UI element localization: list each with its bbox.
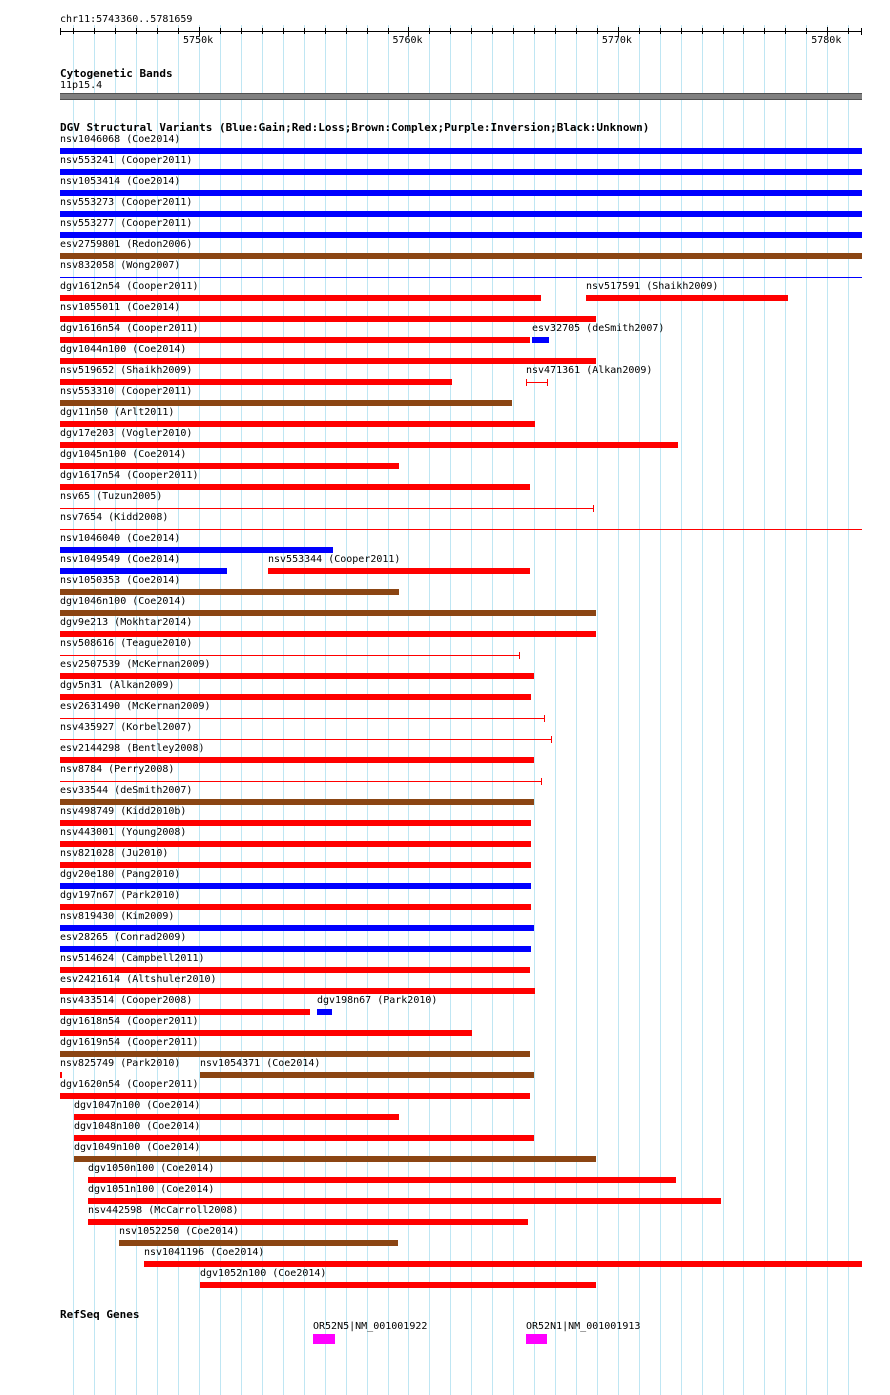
variant-label[interactable]: nsv435927 (Korbel2007): [60, 722, 193, 733]
variant-bar[interactable]: [60, 1009, 310, 1015]
grid-line: [367, 25, 368, 1395]
variant-end-cap: [593, 505, 594, 512]
variant-label[interactable]: nsv1049549 (Coe2014): [60, 554, 181, 565]
variant-label[interactable]: nsv1041196 (Coe2014): [144, 1247, 265, 1258]
variant-bar-thin[interactable]: [60, 739, 552, 740]
minor-tick: [702, 28, 703, 34]
variant-bar[interactable]: [60, 757, 534, 763]
variant-label[interactable]: esv2421614 (Altshuler2010): [60, 974, 217, 985]
grid-line: [262, 25, 263, 1395]
grid-line: [660, 25, 661, 1395]
variant-label[interactable]: nsv1055011 (Coe2014): [60, 302, 181, 313]
variant-bar[interactable]: [60, 631, 596, 637]
variant-label[interactable]: dgv1047n100 (Coe2014): [74, 1100, 201, 1111]
minor-tick: [450, 28, 451, 34]
variant-bar[interactable]: [88, 1219, 528, 1225]
variant-bar[interactable]: [60, 589, 399, 595]
grid-line: [283, 25, 284, 1395]
variant-label[interactable]: esv32705 (deSmith2007): [532, 323, 665, 334]
variant-label[interactable]: esv2759801 (Redon2006): [60, 239, 193, 250]
variant-bar-thin[interactable]: [60, 655, 520, 656]
minor-tick: [723, 28, 724, 34]
grid-line: [743, 25, 744, 1395]
variant-label[interactable]: dgv197n67 (Park2010): [60, 890, 181, 901]
variant-label[interactable]: dgv1617n54 (Cooper2011): [60, 470, 199, 481]
variant-bar[interactable]: [60, 862, 531, 868]
minor-tick: [660, 28, 661, 34]
variant-label[interactable]: nsv65 (Tuzun2005): [60, 491, 163, 502]
gene-bar[interactable]: [313, 1334, 335, 1344]
variant-label[interactable]: dgv1616n54 (Cooper2011): [60, 323, 199, 334]
grid-line: [827, 25, 828, 1395]
variant-bar[interactable]: [60, 820, 531, 826]
grid-line: [450, 25, 451, 1395]
variant-bar[interactable]: [60, 232, 862, 238]
variant-bar-thin[interactable]: [60, 277, 862, 278]
variant-label[interactable]: nsv1052250 (Coe2014): [119, 1226, 240, 1237]
grid-line: [408, 25, 409, 1395]
variant-bar[interactable]: [200, 1072, 534, 1078]
variant-bar[interactable]: [60, 841, 531, 847]
cytoband-bar[interactable]: [60, 93, 862, 100]
variant-bar[interactable]: [60, 421, 535, 427]
variant-bar[interactable]: [60, 295, 541, 301]
variant-end-cap: [551, 736, 552, 743]
variant-label[interactable]: dgv1049n100 (Coe2014): [74, 1142, 201, 1153]
variant-bar[interactable]: [60, 400, 512, 406]
minor-tick: [157, 28, 158, 34]
grid-line: [241, 25, 242, 1395]
grid-line: [618, 25, 619, 1395]
variant-bar[interactable]: [586, 295, 788, 301]
variant-bar-thin[interactable]: [60, 781, 542, 782]
grid-line: [471, 25, 472, 1395]
grid-line: [806, 25, 807, 1395]
variant-label[interactable]: dgv1048n100 (Coe2014): [74, 1121, 201, 1132]
variant-bar[interactable]: [60, 379, 452, 385]
variant-end-cap: [547, 379, 548, 386]
variant-bar[interactable]: [60, 568, 227, 574]
variant-bar[interactable]: [60, 358, 596, 364]
variant-label[interactable]: dgv5n31 (Alkan2009): [60, 680, 175, 691]
dgv-track-title: DGV Structural Variants (Blue:Gain;Red:Loss;Brown:Complex;Purple:Inversion;Black:Unknown): [60, 121, 650, 134]
variant-bar[interactable]: [60, 1093, 530, 1099]
variant-bar[interactable]: [60, 148, 862, 154]
variant-bar-thin[interactable]: [526, 382, 548, 383]
variant-label[interactable]: nsv1053414 (Coe2014): [60, 176, 181, 187]
variant-label[interactable]: nsv517591 (Shaikh2009): [586, 281, 719, 292]
grid-line: [220, 25, 221, 1395]
variant-bar[interactable]: [60, 463, 399, 469]
variant-label[interactable]: dgv1050n100 (Coe2014): [88, 1163, 215, 1174]
minor-tick: [806, 28, 807, 34]
grid-line: [764, 25, 765, 1395]
variant-label[interactable]: nsv443001 (Young2008): [60, 827, 187, 838]
cytoband-track-title: Cytogenetic Bands: [60, 67, 173, 80]
variant-bar[interactable]: [60, 967, 530, 973]
ruler-start-tick: [60, 28, 61, 35]
minor-tick: [325, 28, 326, 34]
variant-label[interactable]: nsv819430 (Kim2009): [60, 911, 175, 922]
variant-bar[interactable]: [200, 1282, 596, 1288]
variant-label[interactable]: dgv198n67 (Park2010): [317, 995, 438, 1006]
minor-tick: [388, 28, 389, 34]
variant-label[interactable]: nsv553310 (Cooper2011): [60, 386, 193, 397]
variant-label[interactable]: esv2144298 (Bentley2008): [60, 743, 205, 754]
variant-label[interactable]: esv2631490 (McKernan2009): [60, 701, 211, 712]
minor-tick: [136, 28, 137, 34]
variant-bar[interactable]: [60, 547, 333, 553]
variant-bar[interactable]: [60, 337, 530, 343]
variant-bar-thin[interactable]: [60, 508, 594, 509]
variant-bar[interactable]: [60, 253, 862, 259]
variant-label[interactable]: dgv1618n54 (Cooper2011): [60, 1016, 199, 1027]
variant-bar[interactable]: [317, 1009, 332, 1015]
minor-tick: [283, 28, 284, 34]
variant-label[interactable]: dgv9e213 (Mokhtar2014): [60, 617, 193, 628]
grid-line: [723, 25, 724, 1395]
variant-end-cap: [544, 715, 545, 722]
minor-tick: [262, 28, 263, 34]
variant-bar[interactable]: [60, 1072, 62, 1078]
minor-tick: [73, 28, 74, 34]
minor-tick: [471, 28, 472, 34]
grid-line: [388, 25, 389, 1395]
variant-bar[interactable]: [88, 1177, 676, 1183]
variant-label[interactable]: nsv442598 (McCarroll2008): [88, 1205, 239, 1216]
variant-label[interactable]: nsv553273 (Cooper2011): [60, 197, 193, 208]
variant-label[interactable]: nsv471361 (Alkan2009): [526, 365, 653, 376]
minor-tick: [429, 28, 430, 34]
variant-bar[interactable]: [60, 946, 531, 952]
variant-label[interactable]: dgv1044n100 (Coe2014): [60, 344, 187, 355]
variant-label[interactable]: dgv11n50 (Arlt2011): [60, 407, 175, 418]
variant-bar-thin[interactable]: [60, 718, 545, 719]
grid-line: [639, 25, 640, 1395]
variant-bar[interactable]: [60, 673, 534, 679]
variant-bar[interactable]: [144, 1261, 862, 1267]
ruler-major-label: 5770k: [601, 35, 632, 46]
minor-tick: [492, 28, 493, 34]
minor-tick: [681, 28, 682, 34]
variant-label[interactable]: nsv821028 (Ju2010): [60, 848, 169, 859]
variant-bar[interactable]: [268, 568, 530, 574]
variant-bar[interactable]: [60, 694, 531, 700]
ruler-major-label: 5780k: [811, 35, 842, 46]
ruler-end-tick: [861, 28, 862, 35]
variant-bar[interactable]: [60, 799, 534, 805]
gene-label[interactable]: OR52N5|NM_001001922: [313, 1321, 428, 1332]
variant-label[interactable]: nsv508616 (Teague2010): [60, 638, 193, 649]
variant-bar[interactable]: [60, 211, 862, 217]
variant-bar[interactable]: [60, 1030, 472, 1036]
minor-tick: [94, 28, 95, 34]
grid-line: [702, 25, 703, 1395]
grid-line: [325, 25, 326, 1395]
variant-label[interactable]: dgv1612n54 (Cooper2011): [60, 281, 199, 292]
variant-label[interactable]: nsv553277 (Cooper2011): [60, 218, 193, 229]
minor-tick: [241, 28, 242, 34]
ruler-major-label: 5750k: [183, 35, 214, 46]
variant-label[interactable]: nsv1046068 (Coe2014): [60, 134, 181, 145]
minor-tick: [367, 28, 368, 34]
minor-tick: [178, 28, 179, 34]
variant-bar[interactable]: [60, 484, 530, 490]
grid-line: [534, 25, 535, 1395]
variant-bar-thin[interactable]: [60, 529, 862, 530]
minor-tick: [534, 28, 535, 34]
refseq-track-title: RefSeq Genes: [60, 1308, 140, 1321]
region-label: chr11:5743360..5781659: [60, 14, 193, 25]
variant-label[interactable]: esv28265 (Conrad2009): [60, 932, 187, 943]
variant-label[interactable]: dgv1620n54 (Cooper2011): [60, 1079, 199, 1090]
variant-bar[interactable]: [60, 988, 535, 994]
gene-label[interactable]: OR52N1|NM_001001913: [526, 1321, 641, 1332]
variant-label[interactable]: nsv832058 (Wong2007): [60, 260, 181, 271]
variant-bar[interactable]: [60, 904, 531, 910]
minor-tick: [743, 28, 744, 34]
variant-bar[interactable]: [119, 1240, 398, 1246]
variant-label[interactable]: nsv519652 (Shaikh2009): [60, 365, 193, 376]
variant-bar[interactable]: [60, 169, 862, 175]
variant-bar[interactable]: [74, 1135, 534, 1141]
minor-tick: [785, 28, 786, 34]
variant-bar[interactable]: [74, 1156, 596, 1162]
cytoband-label: 11p15.4: [60, 80, 103, 91]
minor-tick: [513, 28, 514, 34]
variant-bar[interactable]: [60, 316, 596, 322]
variant-label[interactable]: nsv1054371 (Coe2014): [200, 1058, 321, 1069]
variant-label[interactable]: dgv1046n100 (Coe2014): [60, 596, 187, 607]
ruler-axis: [60, 31, 862, 32]
variant-bar[interactable]: [74, 1114, 399, 1120]
variant-end-cap: [541, 778, 542, 785]
minor-tick: [555, 28, 556, 34]
grid-line: [429, 25, 430, 1395]
variant-label[interactable]: nsv553241 (Cooper2011): [60, 155, 193, 166]
variant-label[interactable]: nsv7654 (Kidd2008): [60, 512, 169, 523]
variant-bar[interactable]: [88, 1198, 721, 1204]
variant-label[interactable]: nsv1050353 (Coe2014): [60, 575, 181, 586]
variant-label[interactable]: nsv8784 (Perry2008): [60, 764, 175, 775]
minor-tick: [639, 28, 640, 34]
variant-bar[interactable]: [60, 610, 596, 616]
minor-tick: [597, 28, 598, 34]
variant-label[interactable]: nsv514624 (Campbell2011): [60, 953, 205, 964]
variant-label[interactable]: dgv20e180 (Pang2010): [60, 869, 181, 880]
grid-line: [848, 25, 849, 1395]
grid-line: [681, 25, 682, 1395]
variant-label[interactable]: nsv433514 (Cooper2008): [60, 995, 193, 1006]
variant-bar[interactable]: [60, 883, 531, 889]
variant-label[interactable]: nsv1046040 (Coe2014): [60, 533, 181, 544]
minor-tick: [848, 28, 849, 34]
grid-line: [346, 25, 347, 1395]
variant-bar[interactable]: [532, 337, 549, 343]
variant-label[interactable]: dgv17e203 (Vogler2010): [60, 428, 193, 439]
variant-start-cap: [526, 379, 527, 386]
variant-bar[interactable]: [60, 925, 534, 931]
variant-label[interactable]: nsv553344 (Cooper2011): [268, 554, 401, 565]
variant-label[interactable]: dgv1045n100 (Coe2014): [60, 449, 187, 460]
minor-tick: [220, 28, 221, 34]
variant-bar[interactable]: [60, 1051, 530, 1057]
minor-tick: [304, 28, 305, 34]
variant-label[interactable]: esv33544 (deSmith2007): [60, 785, 193, 796]
variant-label[interactable]: dgv1051n100 (Coe2014): [88, 1184, 215, 1195]
grid-line: [304, 25, 305, 1395]
grid-line: [597, 25, 598, 1395]
variant-bar[interactable]: [60, 190, 862, 196]
grid-line: [513, 25, 514, 1395]
variant-label[interactable]: nsv498749 (Kidd2010b): [60, 806, 187, 817]
variant-label[interactable]: dgv1052n100 (Coe2014): [200, 1268, 327, 1279]
grid-line: [576, 25, 577, 1395]
variant-label[interactable]: nsv825749 (Park2010): [60, 1058, 181, 1069]
minor-tick: [764, 28, 765, 34]
variant-label[interactable]: esv2507539 (McKernan2009): [60, 659, 211, 670]
gene-bar[interactable]: [526, 1334, 547, 1344]
grid-line: [785, 25, 786, 1395]
minor-tick: [576, 28, 577, 34]
grid-line: [555, 25, 556, 1395]
grid-line: [492, 25, 493, 1395]
minor-tick: [115, 28, 116, 34]
minor-tick: [346, 28, 347, 34]
variant-end-cap: [519, 652, 520, 659]
variant-label[interactable]: dgv1619n54 (Cooper2011): [60, 1037, 199, 1048]
ruler-major-label: 5760k: [392, 35, 423, 46]
variant-bar[interactable]: [60, 442, 678, 448]
